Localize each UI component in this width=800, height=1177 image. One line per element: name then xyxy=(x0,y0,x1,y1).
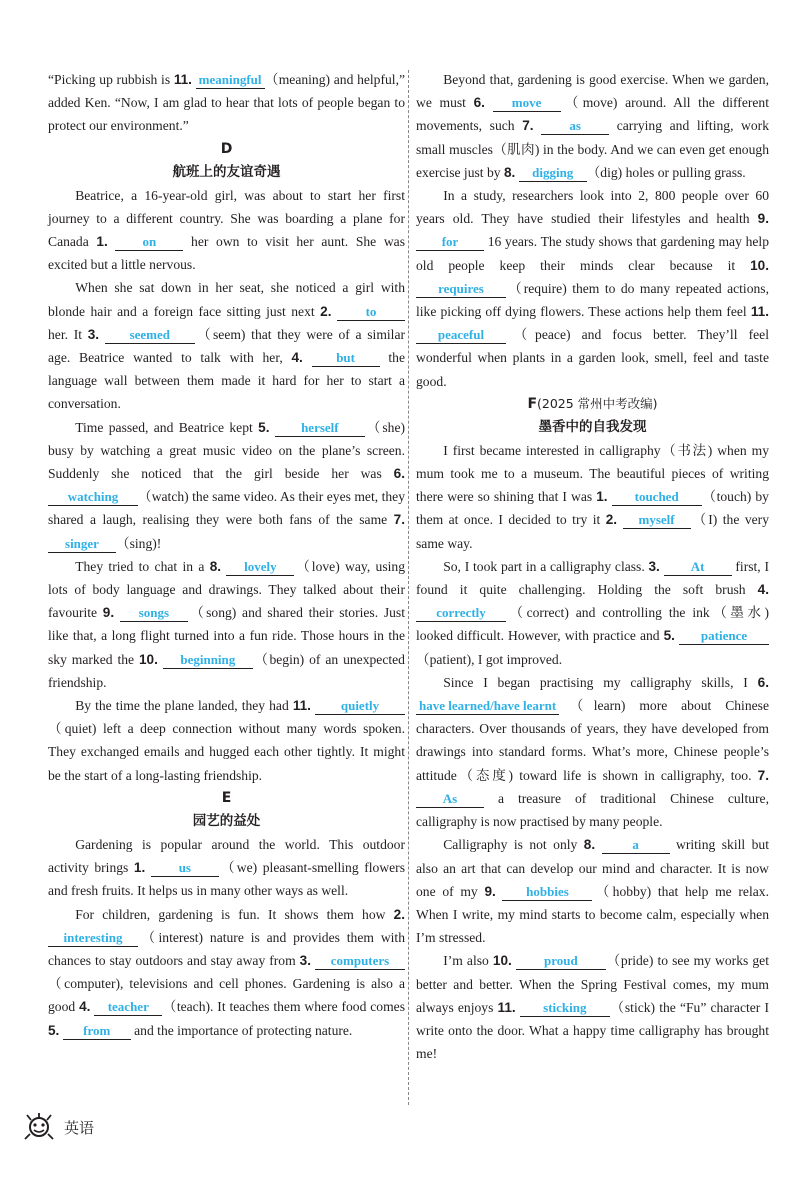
blank-e10: requires xyxy=(416,280,506,298)
paragraph-e1: Gardening is popular around the world. This outdoor activity brings 1. us （we) pleasant-smelling flowers and fresh fruits. It helps us in many other ways as well. xyxy=(48,836,405,899)
section-f-source: (2025 常州中考改编) xyxy=(537,395,658,411)
blank-e2: interesting xyxy=(48,929,138,947)
section-d-label: D xyxy=(220,140,233,157)
blank-e8: digging xyxy=(519,164,587,182)
blank-f5: patience xyxy=(679,627,769,645)
blank-f10: proud xyxy=(516,952,606,970)
blank-f9: hobbies xyxy=(502,883,592,901)
page-footer xyxy=(22,1112,102,1142)
blank-d2: to xyxy=(337,303,405,321)
paragraph-c-end: “Picking up rubbish is 11. meaningful （meaning) and helpful,” added Ken. “Now, I am glad to hear that lots of people began to protect our environment.” xyxy=(48,72,405,134)
right-column xyxy=(416,68,769,1065)
paragraph-d5: By the time the plane landed, they had 11. quietly（quiet) left a deep connection without many words spoken. They exchanged emails and hugged each other tightly. It might be the start of a long-lasting friendship. xyxy=(48,698,405,783)
blank-d6: watching xyxy=(48,488,138,506)
blank-f1: touched xyxy=(612,488,702,506)
paragraph-f5: I’m also 10. proud （pride) to see my works get better and better. When the Spring Festival comes, my mum always enjoys 11. sticking （stick) the “Fu” character I write onto the door. What a happy time calligraphy has brought me! xyxy=(416,953,769,1062)
paragraph-d1: Beatrice, a 16-year-old girl, was about to start her first journey to a different country. She was boarding a plane for Canada 1. on her own to visit her aunt. She was excited but a little nervous. xyxy=(48,187,405,273)
section-d-title: 航班上的友谊奇遇 xyxy=(172,163,281,180)
blank-e3: computers xyxy=(315,952,405,970)
blank-e11: peaceful xyxy=(416,326,506,344)
subject-label: 英语 xyxy=(64,1118,95,1137)
blank-c11: meaningful xyxy=(196,71,265,89)
paragraph-d4: They tried to chat in a 8. lovely （love) way, using lots of body language and drawings. They talked about their favourite 9. songs （song) and shared their stories. Just like that, a long flight turned into a fun ride. Those hours in the sky marked the 10. beginning （begin) of an unexpected friendship. xyxy=(48,558,406,690)
blank-d5: herself xyxy=(275,419,365,437)
section-e-label: E xyxy=(221,789,232,806)
blank-e6: move xyxy=(493,94,561,112)
paragraph-f4: Calligraphy is not only 8. a writing skill but also an art that can develop our mind and character. It is now one of my 9. hobbies （hobby) that help me relax. When I write, my mind starts to become calm, especially when I’m stressed. xyxy=(416,837,769,946)
blank-e5: from xyxy=(63,1022,131,1040)
blank-f4: correctly xyxy=(416,604,506,622)
blank-d7: singer xyxy=(48,535,116,553)
paragraph-f3: Since I began practising my calligraphy skills, I 6. have learned/have learnt （learn) more about Chinese characters. Over thousands of years, they have developed from drawings into standard forms. What’s more, Chinese people’s attitude（态度) toward life is shown in calligraphy, too. 7. As a treasure of traditional Chinese culture, calligraphy is now practised by many people. xyxy=(416,674,769,830)
paragraph-d3: Time passed, and Beatrice kept 5. herself （she) busy by watching a great music video on the plane’s screen. Suddenly she noticed that the girl beside her was 6. watching （watch) the same video. As their eyes met, they shared a laugh, realising they were both fans of the same 7. singer （sing)! xyxy=(48,419,405,551)
blank-e4: teacher xyxy=(94,998,162,1016)
blank-d11: quietly xyxy=(315,697,405,715)
blank-e9: for xyxy=(416,233,484,251)
left-column xyxy=(48,68,405,1042)
blank-d9: songs xyxy=(120,604,188,622)
blank-d10: beginning xyxy=(163,651,253,669)
blank-e1: us xyxy=(151,859,219,877)
mascot-logo-icon xyxy=(22,1112,56,1142)
blank-f2: myself xyxy=(623,511,691,529)
blank-f3: At xyxy=(664,558,732,576)
blank-e7: as xyxy=(541,117,609,135)
paragraph-e3: Beyond that, gardening is good exercise. When we garden, we must 6. move （move) around. All the different movements, such 7. as carrying and lifting, work small muscles（肌肉) in the body. And we can even get enough exercise just by 8. digging （dig) holes or pulling grass. xyxy=(416,72,769,180)
blank-f6: have learned/have learnt xyxy=(416,697,559,715)
paragraph-f2: So, I took part in a calligraphy class. 3. At first, I found it quite challenging. Holding the soft brush 4. correctly （correct) and controlling the ink（墨水) looked difficult. However, with practice and 5. patience（patient), I got improved. xyxy=(416,558,769,667)
section-f-label: F(2025 常州中考改编) xyxy=(527,395,658,412)
paragraph-d2: When she sat down in her seat, she noticed a girl with blonde hair and a foreign face sitting just next 2. to her. It 3. seemed （seem) that they were of a similar age. Beatrice wanted to talk with her, 4. but the language wall between them made it hard for her to start a conversation. xyxy=(48,280,406,412)
blank-f7: As xyxy=(416,790,484,808)
section-f-title: 墨香中的自我发现 xyxy=(538,418,647,435)
column-divider xyxy=(408,70,409,1105)
paragraph-e2: For children, gardening is fun. It shows them how 2. interesting （interest) nature is and provides them with chances to stay outdoors and stay away from 3. computers（computer), televisions and cell phones. Gardening is also a good 4. teacher （teach). It teaches them where food comes 5. from and the importance of protecting nature. xyxy=(48,906,405,1038)
blank-d1: on xyxy=(115,233,183,251)
blank-f8: a xyxy=(602,836,670,854)
paragraph-e4: In a study, researchers look into 2, 800 people over 60 years old. They have studied their lifestyles and health 9. for 16 years. The study shows that gardening may help old people keep their minds clear because it 10. requires （require) them to do many repeated actions, like picking off dying flowers. These actions help them feel 11. peaceful （peace) and focus better. They’ll feel wonderful when plants in a garden look, smell, feel and taste good. xyxy=(416,188,769,389)
section-e-title: 园艺的益处 xyxy=(192,812,261,829)
blank-d3: seemed xyxy=(105,326,195,344)
paragraph-f1: I first became interested in calligraphy（书法) when my mum took me to a museum. The beautiful pieces of writing there were so shining that I was 1. touched （touch) by them at once. I decided to try it 2. myself （I) the very same way. xyxy=(416,442,769,551)
blank-f11: sticking xyxy=(520,999,610,1017)
blank-d8: lovely xyxy=(226,558,294,576)
blank-d4: but xyxy=(312,349,380,367)
